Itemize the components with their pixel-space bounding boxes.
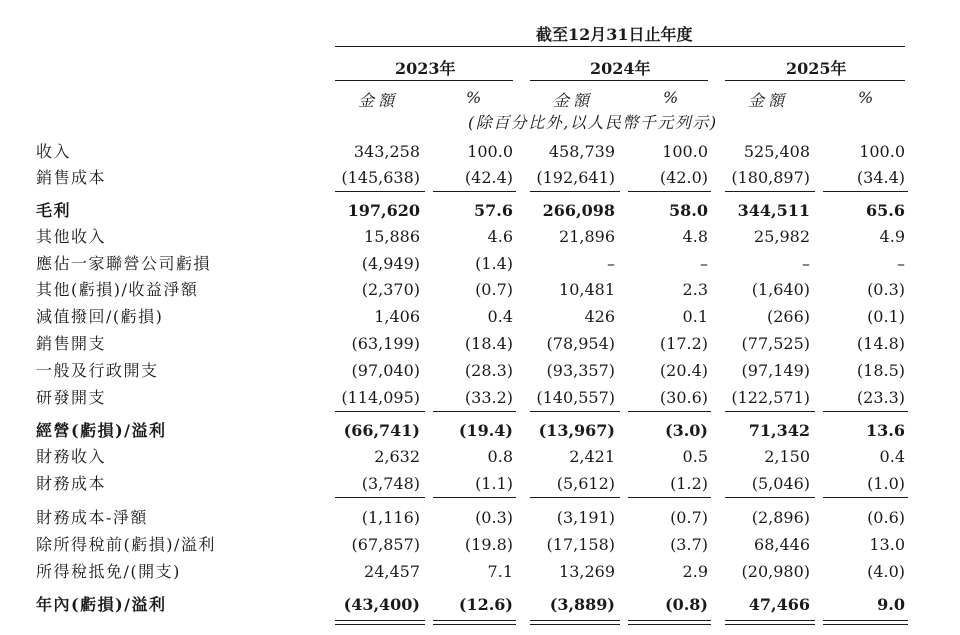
table-row [0, 165, 960, 191]
amount-heading-2024: 金額 [553, 91, 594, 110]
table-row [0, 444, 960, 470]
cell-percent-2024: (0.7) [670, 508, 708, 527]
cell-percent-2023: (42.4) [464, 168, 513, 187]
subtotal-rule [628, 411, 711, 412]
cell-amount-2023: 1,406 [374, 307, 420, 326]
table-row [0, 224, 960, 250]
total-double-rule [335, 620, 425, 625]
row-label: 毛利 [36, 201, 72, 220]
cell-percent-2024: 2.3 [682, 280, 708, 299]
cell-amount-2023: 24,457 [364, 562, 420, 581]
row-label: 經營(虧損)/溢利 [36, 421, 167, 440]
subtotal-rule [823, 411, 908, 412]
row-label: 所得稅抵免/(開支) [36, 562, 181, 581]
cell-amount-2024: 2,421 [569, 447, 615, 466]
percent-heading-2024: % [663, 88, 679, 107]
cell-percent-2025: (18.5) [856, 361, 905, 380]
row-label: 收入 [36, 142, 72, 161]
cell-percent-2025: (0.1) [867, 307, 905, 326]
table-row [0, 358, 960, 384]
subtotal-rule [628, 497, 711, 498]
cell-percent-2023: 0.4 [487, 307, 513, 326]
cell-percent-2023: (33.2) [464, 388, 513, 407]
cell-amount-2023: (3,748) [361, 474, 420, 493]
cell-percent-2025: (1.0) [867, 474, 905, 493]
table-row [0, 277, 960, 303]
cell-amount-2024: 10,481 [559, 280, 615, 299]
cell-amount-2025: – [802, 254, 810, 273]
cell-amount-2024: (3,889) [549, 595, 615, 614]
cell-percent-2025: (34.4) [856, 168, 905, 187]
row-label: 年內(虧損)/溢利 [36, 595, 167, 614]
cell-amount-2023: (1,116) [361, 508, 420, 527]
subtotal-rule [823, 497, 908, 498]
total-double-rule [628, 620, 711, 625]
cell-percent-2023: 4.6 [487, 227, 513, 246]
row-label: 財務成本-淨額 [36, 508, 148, 527]
table-row [0, 592, 960, 618]
cell-amount-2025: 344,511 [737, 201, 810, 220]
cell-amount-2025: (1,640) [751, 280, 810, 299]
cell-percent-2023: (0.7) [475, 280, 513, 299]
total-double-rule [530, 620, 620, 625]
cell-percent-2023: 0.8 [487, 447, 513, 466]
year-2024-heading: 2024年 [590, 59, 651, 78]
cell-percent-2025: 13.0 [869, 535, 905, 554]
amount-heading-2023: 金額 [358, 91, 399, 110]
period-title-underline [335, 46, 905, 47]
period-title: 截至12月31日止年度 [536, 25, 693, 44]
cell-percent-2023: (12.6) [458, 595, 513, 614]
row-label: 應佔一家聯營公司虧損 [36, 254, 212, 273]
table-row [0, 139, 960, 165]
table-row [0, 251, 960, 277]
cell-amount-2025: 47,466 [748, 595, 810, 614]
cell-percent-2025: (23.3) [856, 388, 905, 407]
row-label: 銷售成本 [36, 168, 107, 187]
cell-amount-2025: 71,342 [748, 421, 810, 440]
cell-amount-2023: (97,040) [351, 361, 420, 380]
year-2023-heading: 2023年 [395, 59, 456, 78]
cell-percent-2025: 65.6 [866, 201, 905, 220]
percent-heading-2025: % [858, 88, 874, 107]
unit-note: (除百分比外,以人民幣千元列示) [468, 113, 718, 132]
cell-percent-2024: – [700, 254, 708, 273]
cell-percent-2023: 57.6 [474, 201, 513, 220]
subtotal-rule [530, 497, 620, 498]
cell-amount-2023: 15,886 [364, 227, 420, 246]
cell-amount-2023: (145,638) [341, 168, 420, 187]
total-double-rule [725, 620, 815, 625]
table-row [0, 418, 960, 444]
cell-percent-2024: (20.4) [659, 361, 708, 380]
cell-percent-2025: 9.0 [877, 595, 905, 614]
cell-amount-2023: 2,632 [374, 447, 420, 466]
cell-amount-2025: (2,896) [751, 508, 810, 527]
cell-amount-2024: 266,098 [542, 201, 615, 220]
cell-amount-2023: (4,949) [361, 254, 420, 273]
table-row [0, 385, 960, 411]
subtotal-rule [433, 497, 516, 498]
cell-amount-2023: (66,741) [343, 421, 420, 440]
table-row [0, 505, 960, 531]
table-row [0, 532, 960, 558]
cell-percent-2024: (3.0) [665, 421, 708, 440]
cell-amount-2024: (3,191) [556, 508, 615, 527]
subtotal-rule [725, 411, 815, 412]
cell-amount-2023: (63,199) [351, 334, 420, 353]
cell-percent-2024: (17.2) [659, 334, 708, 353]
cell-percent-2023: (19.4) [458, 421, 513, 440]
table-row [0, 471, 960, 497]
cell-percent-2023: (0.3) [475, 508, 513, 527]
cell-amount-2024: 458,739 [548, 142, 615, 161]
year-2024-underline [530, 80, 708, 81]
cell-percent-2025: (14.8) [856, 334, 905, 353]
subtotal-rule [433, 411, 516, 412]
year-2023-underline [335, 80, 513, 81]
cell-amount-2025: (180,897) [731, 168, 810, 187]
year-2025-underline [725, 80, 905, 81]
cell-percent-2023: (19.8) [464, 535, 513, 554]
cell-amount-2025: 2,150 [764, 447, 810, 466]
cell-percent-2025: 13.6 [866, 421, 905, 440]
cell-amount-2023: (114,095) [341, 388, 420, 407]
cell-percent-2025: 100.0 [859, 142, 905, 161]
cell-percent-2023: (1.4) [475, 254, 513, 273]
cell-percent-2024: (3.7) [670, 535, 708, 554]
cell-amount-2025: 68,446 [754, 535, 810, 554]
cell-percent-2024: 0.5 [682, 447, 708, 466]
cell-percent-2025: (4.0) [867, 562, 905, 581]
cell-amount-2023: (2,370) [361, 280, 420, 299]
cell-amount-2024: (5,612) [556, 474, 615, 493]
cell-percent-2023: 7.1 [487, 562, 513, 581]
cell-percent-2024: (1.2) [670, 474, 708, 493]
row-label: 財務成本 [36, 474, 107, 493]
subtotal-rule [335, 497, 425, 498]
subtotal-rule [628, 191, 711, 192]
cell-amount-2024: 426 [584, 307, 615, 326]
cell-amount-2023: 343,258 [353, 142, 420, 161]
subtotal-rule [530, 191, 620, 192]
cell-percent-2024: (0.8) [665, 595, 708, 614]
cell-amount-2025: (122,571) [731, 388, 810, 407]
table-row [0, 304, 960, 330]
cell-percent-2024: 58.0 [669, 201, 708, 220]
total-double-rule [823, 620, 908, 625]
cell-percent-2025: – [897, 254, 905, 273]
cell-percent-2024: 4.8 [682, 227, 708, 246]
cell-amount-2025: (266) [766, 307, 810, 326]
row-label: 其他(虧損)/收益淨額 [36, 280, 199, 299]
cell-amount-2025: (20,980) [741, 562, 810, 581]
cell-amount-2023: (43,400) [343, 595, 420, 614]
cell-amount-2025: (97,149) [741, 361, 810, 380]
cell-amount-2024: (140,557) [536, 388, 615, 407]
percent-heading-2023: % [466, 88, 482, 107]
subtotal-rule [823, 191, 908, 192]
cell-percent-2025: (0.6) [867, 508, 905, 527]
cell-percent-2024: 0.1 [682, 307, 708, 326]
row-label: 研發開支 [36, 388, 107, 407]
cell-percent-2023: (28.3) [464, 361, 513, 380]
cell-percent-2025: 4.9 [879, 227, 905, 246]
total-double-rule [433, 620, 516, 625]
cell-amount-2023: (67,857) [351, 535, 420, 554]
cell-percent-2025: (0.3) [867, 280, 905, 299]
cell-amount-2024: 13,269 [559, 562, 615, 581]
cell-percent-2024: 100.0 [662, 142, 708, 161]
cell-amount-2025: (77,525) [741, 334, 810, 353]
cell-amount-2025: (5,046) [751, 474, 810, 493]
cell-percent-2024: (30.6) [659, 388, 708, 407]
cell-amount-2024: (78,954) [546, 334, 615, 353]
cell-amount-2024: (93,357) [546, 361, 615, 380]
cell-amount-2025: 25,982 [754, 227, 810, 246]
subtotal-rule [725, 191, 815, 192]
cell-amount-2023: 197,620 [347, 201, 420, 220]
cell-percent-2024: (42.0) [659, 168, 708, 187]
cell-amount-2025: 525,408 [743, 142, 810, 161]
cell-percent-2023: (18.4) [464, 334, 513, 353]
cell-percent-2025: 0.4 [879, 447, 905, 466]
table-row [0, 331, 960, 357]
row-label: 一般及行政開支 [36, 361, 159, 380]
cell-percent-2023: 100.0 [467, 142, 513, 161]
amount-heading-2025: 金額 [748, 91, 789, 110]
cell-percent-2024: 2.9 [682, 562, 708, 581]
subtotal-rule [335, 191, 425, 192]
cell-percent-2023: (1.1) [475, 474, 513, 493]
table-row [0, 559, 960, 585]
cell-amount-2024: (13,967) [538, 421, 615, 440]
row-label: 財務收入 [36, 447, 107, 466]
subtotal-rule [530, 411, 620, 412]
subtotal-rule [335, 411, 425, 412]
row-label: 除所得稅前(虧損)/溢利 [36, 535, 216, 554]
row-label: 減值撥回/(虧損) [36, 307, 164, 326]
year-2025-heading: 2025年 [786, 59, 847, 78]
subtotal-rule [725, 497, 815, 498]
row-label: 銷售開支 [36, 334, 107, 353]
row-label: 其他收入 [36, 227, 107, 246]
cell-amount-2024: (17,158) [546, 535, 615, 554]
cell-amount-2024: – [607, 254, 615, 273]
table-row [0, 198, 960, 224]
cell-amount-2024: (192,641) [536, 168, 615, 187]
subtotal-rule [433, 191, 516, 192]
cell-amount-2024: 21,896 [559, 227, 615, 246]
